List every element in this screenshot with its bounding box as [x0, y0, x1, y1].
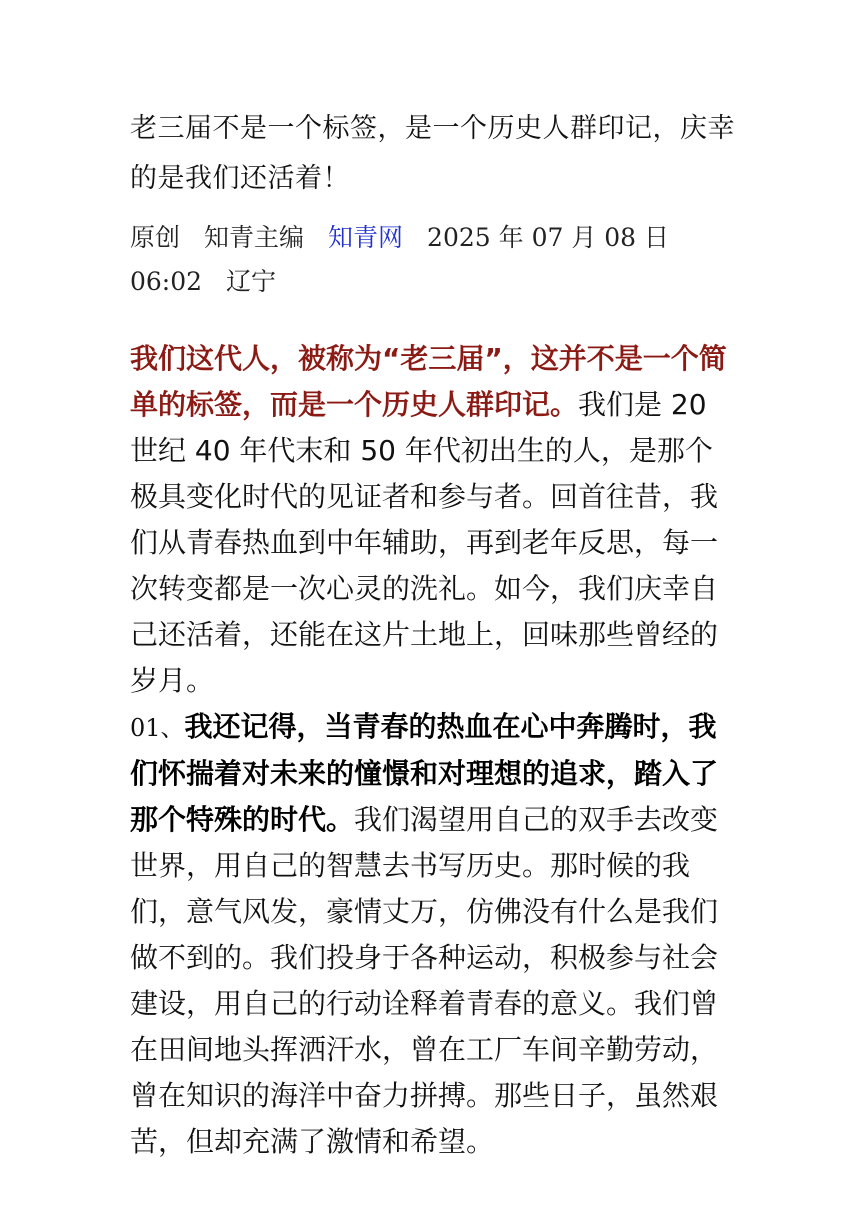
paragraph-01: [130, 704, 735, 1165]
section-highlight: 我还记得，当青春的热血在心中奔腾时，我们怀揣着对未来的憧憬和对理想的追求，踏入了那个特殊的时代。: [130, 710, 719, 836]
source-link[interactable]: 知青网: [328, 223, 404, 252]
section-number: 01、: [130, 714, 185, 742]
paragraph-intro: [130, 336, 735, 704]
section-text: 我们渴望用自己的双手去改变世界，用自己的智慧去书写历史。那时候的我们，意气风发，豪情丈万，仿佛没有什么是我们做不到的。我们投身于各种运动，积极参与社会建设，用自己的行动诠释着青春的意义。我们曾在田间地头挥洒汗水，曾在工厂车间辛勤劳动，曾在知识的海洋中奋力拼搏。那些日子，虽然艰苦，但却充满了激情和希望。: [130, 803, 719, 1158]
publish-date: 2025 年 07 月 08 日: [427, 223, 670, 252]
intro-highlight: 我们这代人，被称为“老三届”，这并不是一个简单的标签，而是一个历史人群印记。: [130, 342, 727, 421]
article-body: [130, 336, 735, 1165]
article-meta: [130, 216, 735, 304]
intro-text: 我们是 20 世纪 40 年代末和 50 年代初出生的人，是那个极具变化时代的见证者和参与者。回首往昔，我们从青春热血到中年辅助，再到老年反思，每一次转变都是一次心灵的洗礼。如今，我们庆幸自己还活着，还能在这片土地上，回味那些曾经的岁月。: [130, 388, 719, 697]
article: [130, 104, 735, 1165]
publish-location: 辽宁: [226, 267, 277, 296]
publish-time: 06:02: [130, 267, 203, 296]
article-title: 老三届不是一个标签，是一个历史人群印记，庆幸的是我们还活着！: [130, 113, 735, 194]
article-type: 原创: [130, 223, 181, 252]
article-author: 知青主编: [204, 223, 305, 252]
